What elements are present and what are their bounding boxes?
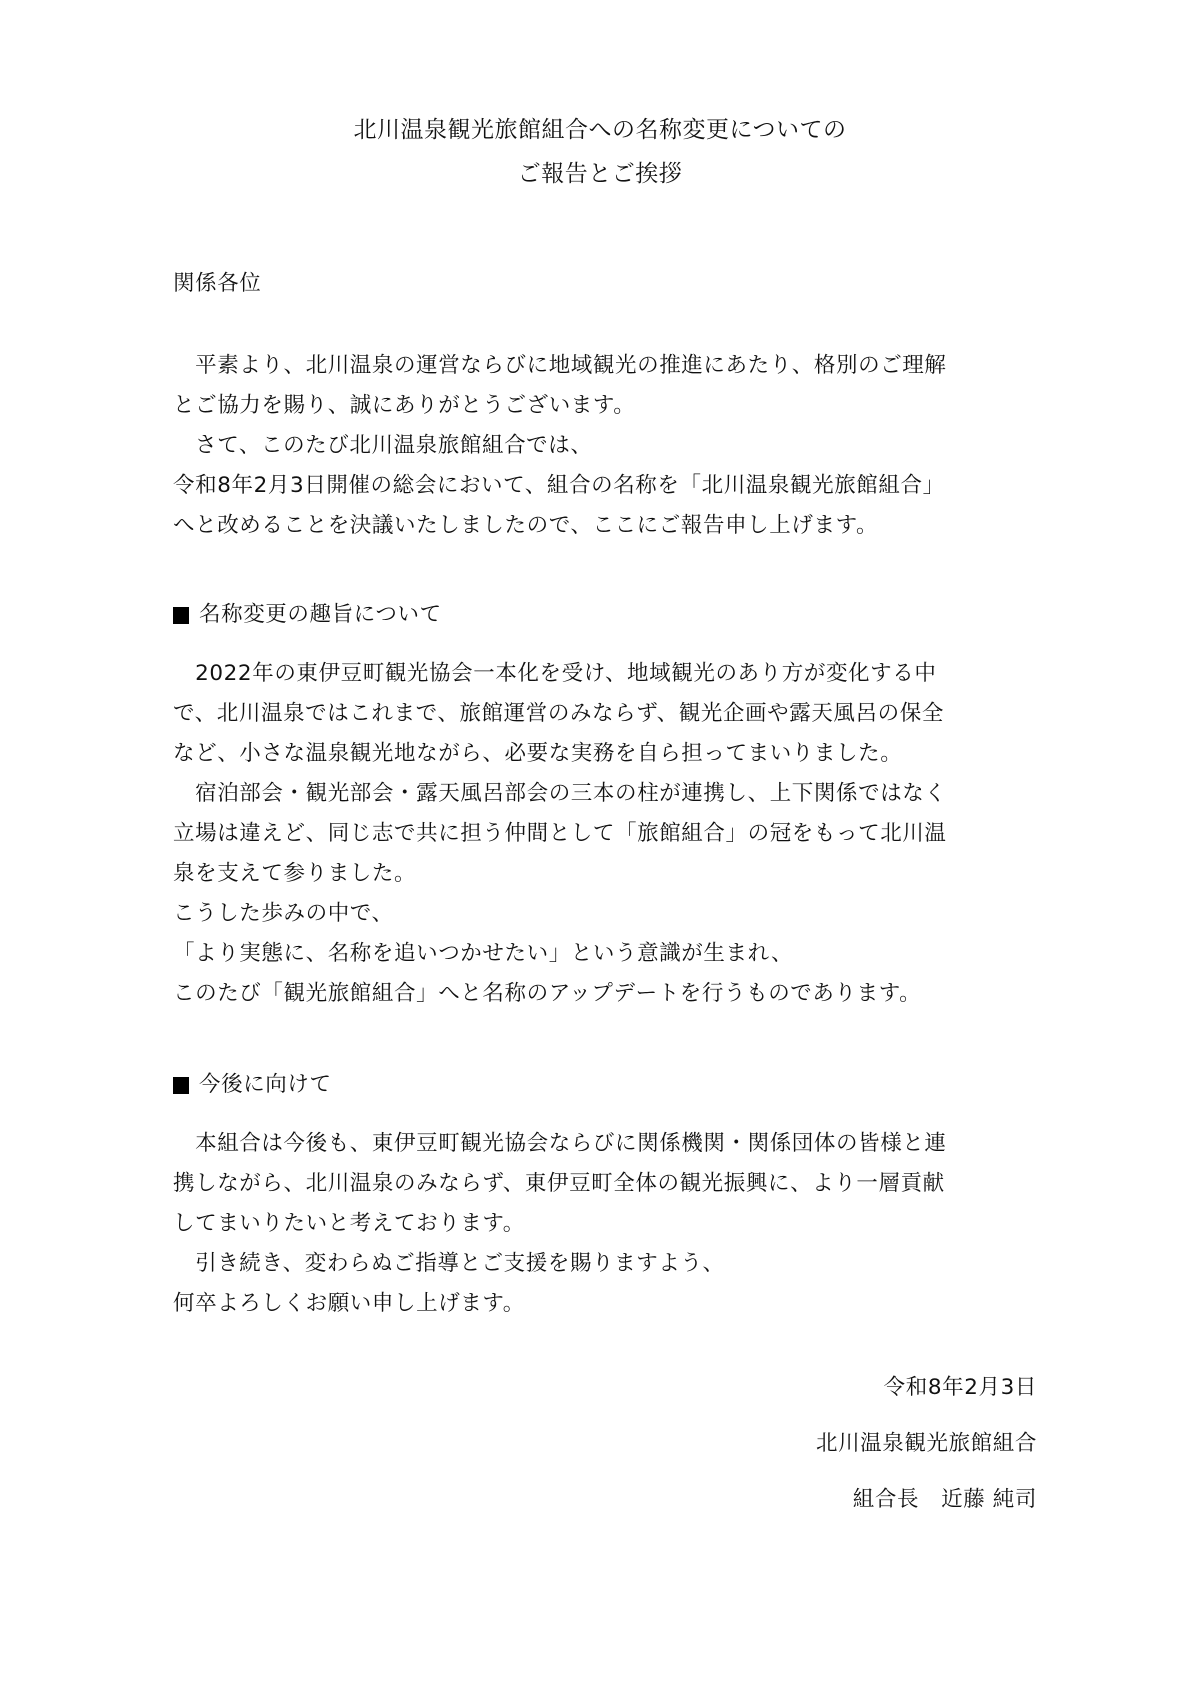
section-line: 立場は違えど、同じ志で共に担う仲間として「旅館組合」の冠をもって北川温 — [173, 821, 947, 846]
section-line: 泉を支えて参りました。 — [173, 861, 417, 886]
intro-line: さて、このたび北川温泉旅館組合では、 — [173, 433, 593, 458]
signature-date: 令和8年2月3日 — [883, 1375, 1037, 1400]
section-line: 「より実態に、名称を追いつかせたい」という意識が生まれ、 — [173, 941, 794, 966]
signature-organization: 北川温泉観光旅館組合 — [815, 1431, 1037, 1456]
signature-representative: 組合長 近藤 純司 — [852, 1487, 1037, 1512]
section-line: で、北川温泉ではこれまで、旅館運営のみならず、観光企画や露天風呂の保全 — [173, 701, 944, 726]
black-square-bullet-icon — [173, 1077, 189, 1094]
section-heading — [173, 595, 442, 635]
section-line: このたび「観光旅館組合」へと名称のアップデートを行うものであります。 — [173, 981, 922, 1006]
black-square-bullet-icon — [173, 607, 189, 624]
section-line: など、小さな温泉観光地ながら、必要な実務を自ら担ってまいりました。 — [173, 741, 903, 766]
section-line: してまいりたいと考えております。 — [173, 1211, 525, 1236]
intro-line: 平素より、北川温泉の運営ならびに地域観光の推進にあたり、格別のご理解 — [173, 353, 947, 378]
section-heading — [173, 1065, 332, 1105]
section-line: 何卒よろしくお願い申し上げます。 — [173, 1291, 525, 1316]
section-heading-text: 今後に向けて — [199, 1072, 332, 1097]
document-title-line-1: 北川温泉観光旅館組合への名称変更についての — [353, 117, 847, 143]
section-line: 本組合は今後も、東伊豆町観光協会ならびに関係機関・関係団体の皆様と連 — [173, 1131, 947, 1156]
section-line: 2022年の東伊豆町観光協会一本化を受け、地域観光のあり方が変化する中 — [173, 661, 937, 686]
section-line: 携しながら、北川温泉のみならず、東伊豆町全体の観光振興に、より一層貢献 — [173, 1171, 945, 1196]
section-heading-text: 名称変更の趣旨について — [199, 602, 442, 627]
intro-line: とご協力を賜り、誠にありがとうございます。 — [173, 393, 636, 418]
salutation: 関係各位 — [173, 271, 262, 296]
document-title-line-2: ご報告とご挨拶 — [517, 161, 683, 187]
intro-line: へと改めることを決議いたしましたので、ここにご報告申し上げます。 — [173, 513, 879, 538]
section-line: こうした歩みの中で、 — [173, 901, 394, 926]
section-line: 宿泊部会・観光部会・露天風呂部会の三本の柱が連携し、上下関係ではなく — [173, 781, 947, 806]
intro-line: 令和8年2月3日開催の総会において、組合の名称を「北川温泉観光旅館組合」 — [173, 473, 945, 498]
section-line: 引き続き、変わらぬご指導とご支援を賜りますよう、 — [173, 1251, 725, 1276]
